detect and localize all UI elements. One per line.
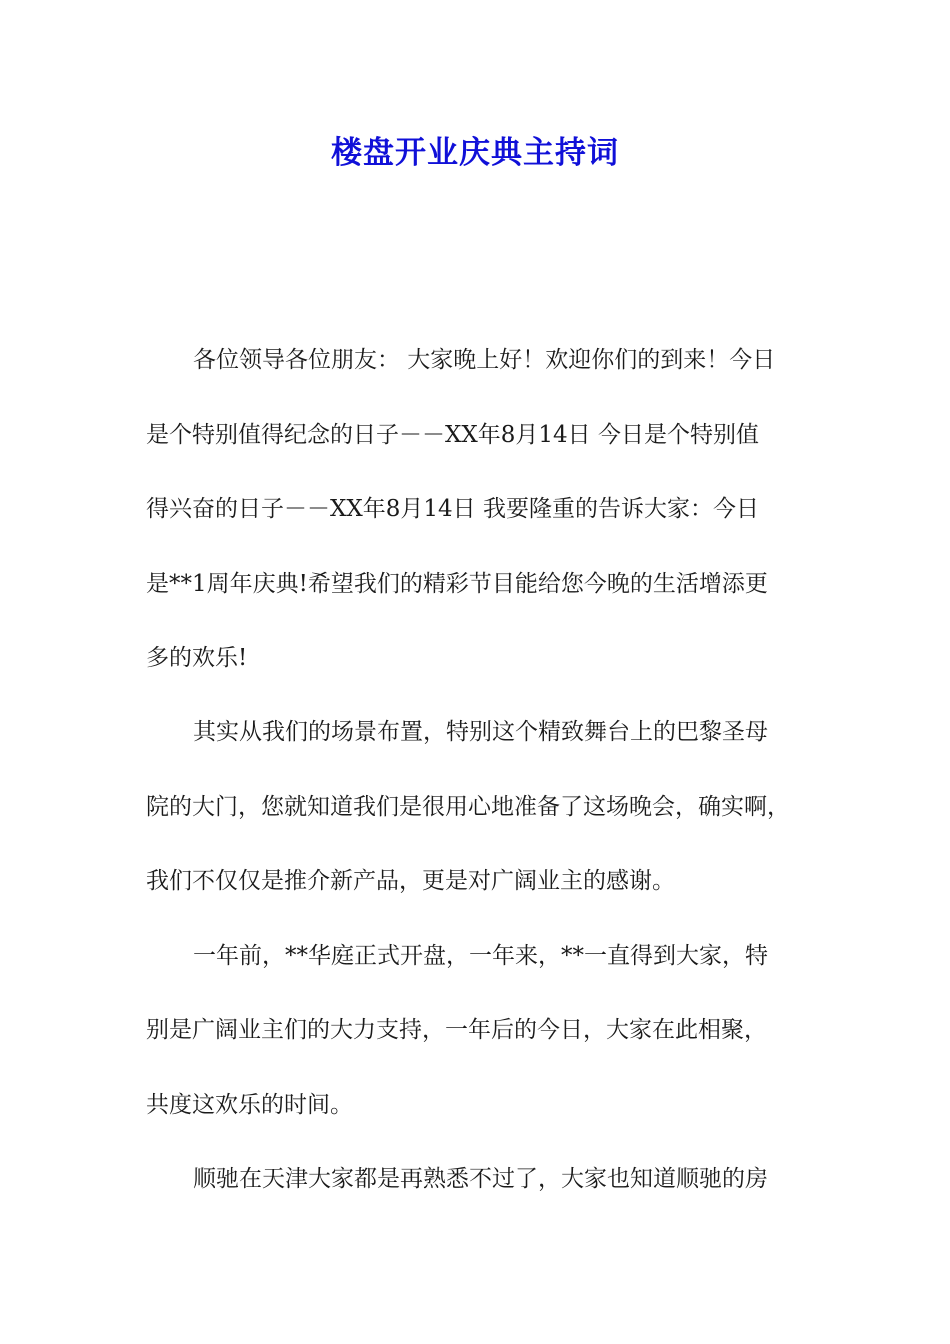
paragraph-1-line-1: 各位领导各位朋友： 大家晚上好！欢迎你们的到来！今日 [193, 347, 776, 373]
paragraph-1-line-4: 是**1周年庆典!希望我们的精彩节目能给您今晚的生活增添更 [146, 571, 768, 597]
paragraph-3-line-3: 共度这欢乐的时间。 [146, 1092, 353, 1118]
paragraph-1-line-5: 多的欢乐! [146, 645, 248, 671]
paragraph-2-line-3: 我们不仅仅是推介新产品，更是对广阔业主的感谢。 [146, 868, 675, 894]
paragraph-1-line-2: 是个特别值得纪念的日子－－XX年8月14日 今日是个特别值 [146, 422, 759, 448]
paragraph-3-line-1: 一年前，**华庭正式开盘，一年来，**一直得到大家，特 [193, 943, 768, 969]
paragraph-2-line-2: 院的大门，您就知道我们是很用心地准备了这场晚会，确实啊， [146, 794, 790, 820]
document-title: 楼盘开业庆典主持词 [331, 135, 619, 171]
paragraph-3-line-2: 别是广阔业主们的大力支持，一年后的今日，大家在此相聚， [146, 1017, 767, 1043]
paragraph-4-line-1: 顺驰在天津大家都是再熟悉不过了，大家也知道顺驰的房 [193, 1166, 768, 1192]
paragraph-1-line-3: 得兴奋的日子－－XX年8月14日 我要隆重的告诉大家：今日 [146, 496, 759, 522]
paragraph-2-line-1: 其实从我们的场景布置，特别这个精致舞台上的巴黎圣母 [193, 719, 768, 745]
